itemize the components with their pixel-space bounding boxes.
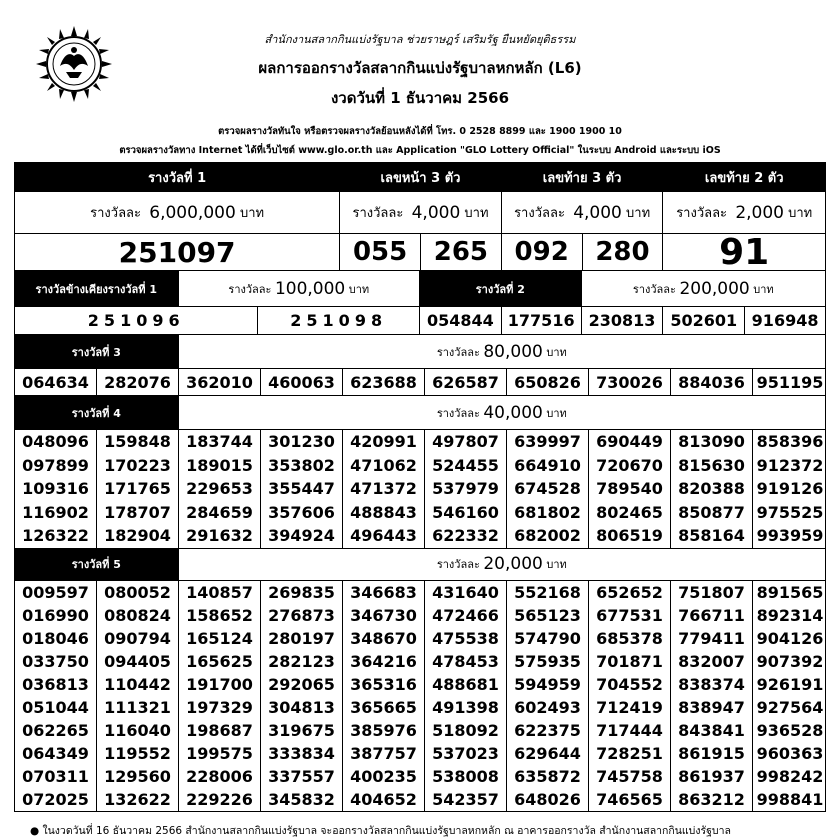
fifth-prize-number: 090794 <box>97 627 179 650</box>
fifth-prize-number: 863212 <box>671 788 753 811</box>
results-header <box>14 20 826 120</box>
fifth-prize-number: 574790 <box>507 627 589 650</box>
fourth-prize-number: 170223 <box>97 454 179 478</box>
last3-label: เลขท้าย 3 ตัว <box>502 163 664 192</box>
fifth-prize-number: 051044 <box>15 696 97 719</box>
fifth-prize-number: 018046 <box>15 627 97 650</box>
third-prize-number: 282076 <box>97 369 179 395</box>
fifth-prize-number: 927564 <box>756 697 824 717</box>
fourth-prize-number: 159848 <box>97 430 179 454</box>
second-prize-number: 916948 <box>745 307 825 335</box>
second-prize-label: รางวัลที่ 2 <box>420 271 582 307</box>
last2-number: 91 <box>663 234 825 271</box>
fifth-prize-number: 832007 <box>671 650 753 673</box>
fourth-prize-number: 664910 <box>507 454 589 478</box>
fourth-prize-number: 229653 <box>179 477 261 501</box>
fourth-prize-number: 097899 <box>15 454 97 478</box>
fourth-prize-number: 357606 <box>261 501 343 525</box>
fifth-prize-number: 346730 <box>343 604 425 627</box>
fourth-prize-number: 488843 <box>343 501 425 525</box>
fifth-prize-number: 337557 <box>261 765 343 788</box>
fifth-prize-amount: รางวัลละ 20,000 บาท <box>179 549 825 581</box>
fifth-prize-number: 861937 <box>671 765 753 788</box>
fourth-prize-number: 109316 <box>15 477 97 501</box>
fifth-prize-number: 635872 <box>507 765 589 788</box>
second-prize-number: 177516 <box>502 307 582 335</box>
third-prize-amount: รางวัลละ 80,000 บาท <box>179 335 825 369</box>
fifth-prize-number: 080824 <box>97 604 179 627</box>
fifth-prize-number: 542357 <box>425 788 507 811</box>
third-prize-number: 730026 <box>589 369 671 395</box>
fifth-prize-number: 072025 <box>15 788 97 811</box>
front3-number: 055 <box>340 234 421 271</box>
fifth-prize-number: 751807 <box>671 581 753 604</box>
fourth-prize-label: รางวัลที่ 4 <box>15 396 179 430</box>
fifth-prize-number: 229226 <box>179 788 261 811</box>
header-tagline: สำนักงานสลากกินแบ่งรัฐบาล ช่วยราษฎร์ เสริมรัฐ ยืนหยัดยุติธรรม <box>264 33 576 46</box>
fifth-prize-number: 292065 <box>261 673 343 696</box>
fifth-prize-number: 111321 <box>97 696 179 719</box>
front3-amount: รางวัลละ 4,000 บาท <box>340 192 502 234</box>
second-prize-number: 230813 <box>582 307 664 335</box>
fourth-prize-number: 622332 <box>425 524 507 548</box>
fourth-prize-number: 301230 <box>261 430 343 454</box>
fourth-prize-number: 806519 <box>589 524 671 548</box>
fourth-prize-number: 048096 <box>15 430 97 454</box>
fourth-prize-number: 858396 <box>756 432 824 452</box>
fifth-prize-number: 062265 <box>15 719 97 742</box>
fourth-prize-number: 496443 <box>343 524 425 548</box>
fifth-prize-number: 158652 <box>179 604 261 627</box>
fourth-prize-number: 183744 <box>179 430 261 454</box>
fourth-prize-number: 284659 <box>179 501 261 525</box>
fourth-prize-number: 471062 <box>343 454 425 478</box>
fourth-prize-number: 171765 <box>97 477 179 501</box>
fifth-prize-number: 431640 <box>425 581 507 604</box>
fifth-prize-number: 228006 <box>179 765 261 788</box>
fifth-prize-number: 746565 <box>589 788 671 811</box>
fourth-prize-number: 815630 <box>671 454 753 478</box>
fifth-prize-number: 629644 <box>507 742 589 765</box>
third-prize-number: 623688 <box>343 369 425 395</box>
fifth-prize-number: 488681 <box>425 673 507 696</box>
fifth-prize-number: 677531 <box>589 604 671 627</box>
fifth-prize-number: 080052 <box>97 581 179 604</box>
fourth-prize-number: 789540 <box>589 477 671 501</box>
fourth-prize-number: 178707 <box>97 501 179 525</box>
fifth-prize-number: 648026 <box>507 788 589 811</box>
last3-number: 280 <box>583 234 664 271</box>
fifth-prize-number: 491398 <box>425 696 507 719</box>
fifth-prize-number: 348670 <box>343 627 425 650</box>
fourth-prize-amount: รางวัลละ 40,000 บาท <box>179 396 825 430</box>
last2-amount: รางวัลละ 2,000 บาท <box>663 192 825 234</box>
fifth-prize-number: 891565 <box>756 582 824 602</box>
fourth-prize-number: 681802 <box>507 501 589 525</box>
fifth-prize-number: 712419 <box>589 696 671 719</box>
fifth-prize-number: 365316 <box>343 673 425 696</box>
fifth-prize-number: 594959 <box>507 673 589 696</box>
first-prize-amount: รางวัลละ 6,000,000 บาท <box>15 192 340 234</box>
fifth-prize-number: 838947 <box>671 696 753 719</box>
fifth-prize-number: 575935 <box>507 650 589 673</box>
fifth-prize-number: 165124 <box>179 627 261 650</box>
fifth-prize-number: 936528 <box>756 720 824 740</box>
fourth-prize-number: 291632 <box>179 524 261 548</box>
fourth-prize-number: 674528 <box>507 477 589 501</box>
fifth-prize-number: 904126 <box>756 628 824 648</box>
third-prize-number: 460063 <box>261 369 343 395</box>
fifth-prize-number: 728251 <box>589 742 671 765</box>
fifth-prize-number: 926191 <box>756 674 824 694</box>
fifth-prize-number: 009597 <box>15 581 97 604</box>
fifth-prize-number: 094405 <box>97 650 179 673</box>
fourth-prize-number: 639997 <box>507 430 589 454</box>
fifth-prize-number: 319675 <box>261 719 343 742</box>
fifth-prize-number: 960363 <box>756 743 824 763</box>
fourth-prize-number: 850877 <box>671 501 753 525</box>
fifth-prize-number: 269835 <box>261 581 343 604</box>
fifth-prize-number: 070311 <box>15 765 97 788</box>
near-prize-amount: รางวัลละ 100,000 บาท <box>179 271 420 307</box>
fifth-prize-number: 766711 <box>671 604 753 627</box>
third-prize-number: 951195 <box>756 372 824 392</box>
fourth-prize-number: 353802 <box>261 454 343 478</box>
fifth-prize-number: 132622 <box>97 788 179 811</box>
fifth-prize-number: 016990 <box>15 604 97 627</box>
fifth-prize-number: 282123 <box>261 650 343 673</box>
fifth-prize-number: 779411 <box>671 627 753 650</box>
fifth-prize-number: 333834 <box>261 742 343 765</box>
fifth-prize-number: 110442 <box>97 673 179 696</box>
fifth-prize-number: 998242 <box>756 766 824 786</box>
first-prize-label: รางวัลที่ 1 <box>15 163 340 192</box>
first-prize-number: 251097 <box>15 234 340 271</box>
fourth-prize-number: 682002 <box>507 524 589 548</box>
fifth-prize-number: 472466 <box>425 604 507 627</box>
results-table <box>14 162 826 812</box>
fourth-prize-number: 820388 <box>671 477 753 501</box>
fifth-prize-number: 198687 <box>179 719 261 742</box>
fifth-prize-number: 652652 <box>589 581 671 604</box>
third-prize-number: 884036 <box>671 369 753 395</box>
second-prize-number: 054844 <box>420 307 502 335</box>
fifth-prize-number: 033750 <box>15 650 97 673</box>
fifth-prize-number: 538008 <box>425 765 507 788</box>
fifth-prize-number: 064349 <box>15 742 97 765</box>
fifth-prize-number: 304813 <box>261 696 343 719</box>
last2-label: เลขท้าย 2 ตัว <box>663 163 825 192</box>
fifth-prize-number: 116040 <box>97 719 179 742</box>
fourth-prize-number: 394924 <box>261 524 343 548</box>
third-prize-number: 064634 <box>15 369 97 395</box>
fourth-prize-number: 537979 <box>425 477 507 501</box>
fifth-prize-number: 892314 <box>756 605 824 625</box>
fifth-prize-number: 537023 <box>425 742 507 765</box>
last3-amount: รางวัลละ 4,000 บาท <box>502 192 664 234</box>
fifth-prize-number: 745758 <box>589 765 671 788</box>
fifth-prize-number: 165625 <box>179 650 261 673</box>
fifth-prize-number: 602493 <box>507 696 589 719</box>
fourth-prize-number: 420991 <box>343 430 425 454</box>
fifth-prize-number: 907392 <box>756 651 824 671</box>
fourth-prize-number: 813090 <box>671 430 753 454</box>
fifth-prize-number: 704552 <box>589 673 671 696</box>
footer-note: ● ในงวดวันที่ 16 ธันวาคม 2566 สำนักงานสลากกินแบ่งรัฐบาล จะออกรางวัลสลากกินแบ่งรัฐบาลหกหลัก ณ อาคารออกรางวัล สำนักงานสลากกินแบ่งรัฐบาล <box>30 825 731 837</box>
fifth-prize-number: 400235 <box>343 765 425 788</box>
info-phone-line: ตรวจผลรางวัลทันใจ หรือตรวจผลรางวัลย้อนหลังได้ที่ โทร. 0 2528 8899 และ 1900 1900 10 <box>218 126 622 137</box>
third-prize-label: รางวัลที่ 3 <box>15 335 179 369</box>
fourth-prize-number: 116902 <box>15 501 97 525</box>
third-prize-number: 650826 <box>507 369 589 395</box>
near-prize-number: 251098 <box>258 307 420 335</box>
fourth-prize-number: 126322 <box>15 524 97 548</box>
fifth-prize-number: 404652 <box>343 788 425 811</box>
third-prize-number: 626587 <box>425 369 507 395</box>
fifth-prize-number: 364216 <box>343 650 425 673</box>
fifth-prize-label: รางวัลที่ 5 <box>15 549 179 581</box>
fifth-prize-number: 199575 <box>179 742 261 765</box>
third-prize-number: 362010 <box>179 369 261 395</box>
fifth-prize-number: 385976 <box>343 719 425 742</box>
fourth-prize-number: 690449 <box>589 430 671 454</box>
front3-label: เลขหน้า 3 ตัว <box>340 163 502 192</box>
fourth-prize-number: 720670 <box>589 454 671 478</box>
fifth-prize-number: 717444 <box>589 719 671 742</box>
third-prize-numbers <box>15 369 825 396</box>
fourth-prize-number: 802465 <box>589 501 671 525</box>
near-prize-number: 251096 <box>15 307 258 335</box>
fourth-prize-numbers <box>15 430 825 549</box>
fourth-prize-number: 189015 <box>179 454 261 478</box>
fifth-prize-number: 129560 <box>97 765 179 788</box>
fifth-prize-number: 345832 <box>261 788 343 811</box>
fifth-prize-number: 861915 <box>671 742 753 765</box>
fifth-prize-number: 140857 <box>179 581 261 604</box>
fourth-prize-number: 471372 <box>343 477 425 501</box>
fifth-prize-number: 119552 <box>97 742 179 765</box>
fourth-prize-number: 975525 <box>756 502 824 522</box>
fourth-prize-number: 355447 <box>261 477 343 501</box>
fourth-prize-number: 912372 <box>756 455 824 475</box>
fourth-prize-number: 858164 <box>671 524 753 548</box>
fifth-prize-number: 622375 <box>507 719 589 742</box>
fifth-prize-number: 346683 <box>343 581 425 604</box>
fifth-prize-number: 036813 <box>15 673 97 696</box>
fifth-prize-number: 565123 <box>507 604 589 627</box>
fifth-prize-number: 685378 <box>589 627 671 650</box>
second-prize-amount: รางวัลละ 200,000 บาท <box>582 271 825 307</box>
near-prize-label: รางวัลข้างเคียงรางวัลที่ 1 <box>15 271 179 307</box>
fifth-prize-number: 197329 <box>179 696 261 719</box>
fifth-prize-number: 475538 <box>425 627 507 650</box>
fifth-prize-number: 843841 <box>671 719 753 742</box>
fourth-prize-number: 546160 <box>425 501 507 525</box>
fifth-prize-number: 276873 <box>261 604 343 627</box>
second-prize-number: 502601 <box>663 307 745 335</box>
fourth-prize-number: 524455 <box>425 454 507 478</box>
draw-date: งวดวันที่ 1 ธันวาคม 2566 <box>330 89 510 107</box>
fifth-prize-number: 280197 <box>261 627 343 650</box>
fifth-prize-number: 478453 <box>425 650 507 673</box>
fifth-prize-number: 998841 <box>756 789 824 809</box>
fifth-prize-number: 387757 <box>343 742 425 765</box>
fifth-prize-number: 552168 <box>507 581 589 604</box>
info-internet-line: ตรวจผลรางวัลทาง Internet ได้ที่เว็บไซต์ www.glo.or.th และ Application "GLO Lottery Official" ในระบบ Android และระบบ iOS <box>119 145 721 156</box>
fifth-prize-number: 518092 <box>425 719 507 742</box>
fifth-prize-number: 838374 <box>671 673 753 696</box>
fifth-prize-numbers <box>15 581 825 811</box>
fourth-prize-number: 497807 <box>425 430 507 454</box>
fifth-prize-number: 191700 <box>179 673 261 696</box>
last3-number: 092 <box>502 234 583 271</box>
fifth-prize-number: 701871 <box>589 650 671 673</box>
fifth-prize-number: 365665 <box>343 696 425 719</box>
fourth-prize-number: 182904 <box>97 524 179 548</box>
fourth-prize-number: 919126 <box>756 479 824 499</box>
front3-number: 265 <box>421 234 502 271</box>
fourth-prize-number: 993959 <box>756 526 824 546</box>
page-title: ผลการออกรางวัลสลากกินแบ่งรัฐบาลหกหลัก (L6) <box>258 59 582 77</box>
